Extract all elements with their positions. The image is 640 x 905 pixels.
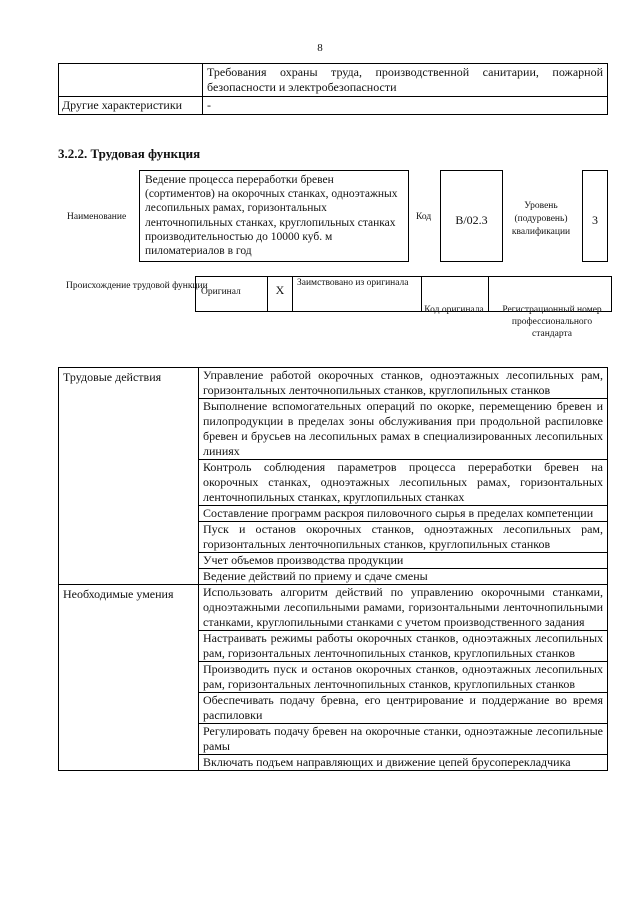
qualification-level: 3 [582,170,608,262]
table-cell-empty [59,64,203,97]
skill-item: Регулировать подачу бревен на окорочные станки, одноэтажные лесопильные рамы [199,724,608,755]
table-row [59,368,608,399]
skill-item: Включать подъем направляющих и движение цепей брусоперекладчика [199,755,608,771]
labor-action-item: Выполнение вспомогательных операций по окорке, перемещению бревен и пилопродукции в пределах зоны обслуживания при продольной распиловке бревен и брусьев на лесопильных рамах в специализированных лесопильных линиях [199,399,608,460]
borrowed-label: Заимствовано из оригинала [293,277,422,312]
other-characteristics-value: - [203,97,608,115]
table-cell: Требования охраны труда, производственной санитарии, пожарной безопасности и электробезопасности [203,64,608,97]
labor-action-item: Контроль соблюдения параметров процесса переработки бревен на окорочных станках, одноэтажных лесопильных рамах, горизонтальных ленточнопильных станках, круглопильных станках [199,460,608,506]
table-row [59,585,608,631]
labor-action-item: Учет объемов производства продукции [199,553,608,569]
function-name: Ведение процесса переработки бревен (сортиментов) на окорочных станках, одноэтажных лесопильных рамах, горизонтальных ленточнопильных станках, круглопильных станках производительностью до 10000 куб. м пиломатериалов в год [139,170,409,262]
name-label: Наименование [67,212,127,222]
function-code: B/02.3 [440,170,503,262]
qualification-level-label: Уровень (подуровень) квалификации [511,201,571,237]
characteristics-table [58,63,608,115]
reg-number-label: Регистрационный номер профессионального стандарта [502,305,602,339]
function-details-table [58,367,608,771]
code-original-label: Код оригинала [424,305,484,315]
section-heading: 3.2.2. Трудовая функция [58,146,201,161]
other-characteristics-label: Другие характеристики [59,97,203,115]
skill-item: Производить пуск и останов окорочных станков, одноэтажных лесопильных рам, горизонтальных ленточнопильных станков, круглопильных станков [199,662,608,693]
labor-action-item: Управление работой окорочных станков, одноэтажных лесопильных рам, горизонтальных ленточнопильных станков, круглопильных станков [199,368,608,399]
required-skills-label: Необходимые умения [59,585,199,771]
original-label: Оригинал [196,277,268,312]
code-label: Код [416,212,432,222]
labor-action-item: Составление программ раскроя пиловочного сырья в пределах компетенции [199,506,608,522]
skill-item: Обеспечивать подачу бревна, его центрирование и поддержание во время распиловки [199,693,608,724]
labor-action-item: Пуск и останов окорочных станков, одноэтажных лесопильных рам, горизонтальных ленточнопильных станков, круглопильных станков [199,522,608,553]
skill-item: Настраивать режимы работы окорочных станков, одноэтажных лесопильных рам, горизонтальных ленточнопильных станков, круглопильных станков [199,631,608,662]
table-row [59,64,608,97]
original-mark: X [268,277,293,312]
skill-item: Использовать алгоритм действий по управлению окорочными станками, одноэтажными лесопильными рамами, горизонтальными ленточнопильными станками, круглопильными станками с учетом производственного задания [199,585,608,631]
table-row [59,97,608,115]
page-number: 8 [317,42,323,54]
labor-action-item: Ведение действий по приему и сдаче смены [199,569,608,585]
origin-label: Происхождение трудовой функции [66,281,208,291]
labor-actions-label: Трудовые действия [59,368,199,585]
